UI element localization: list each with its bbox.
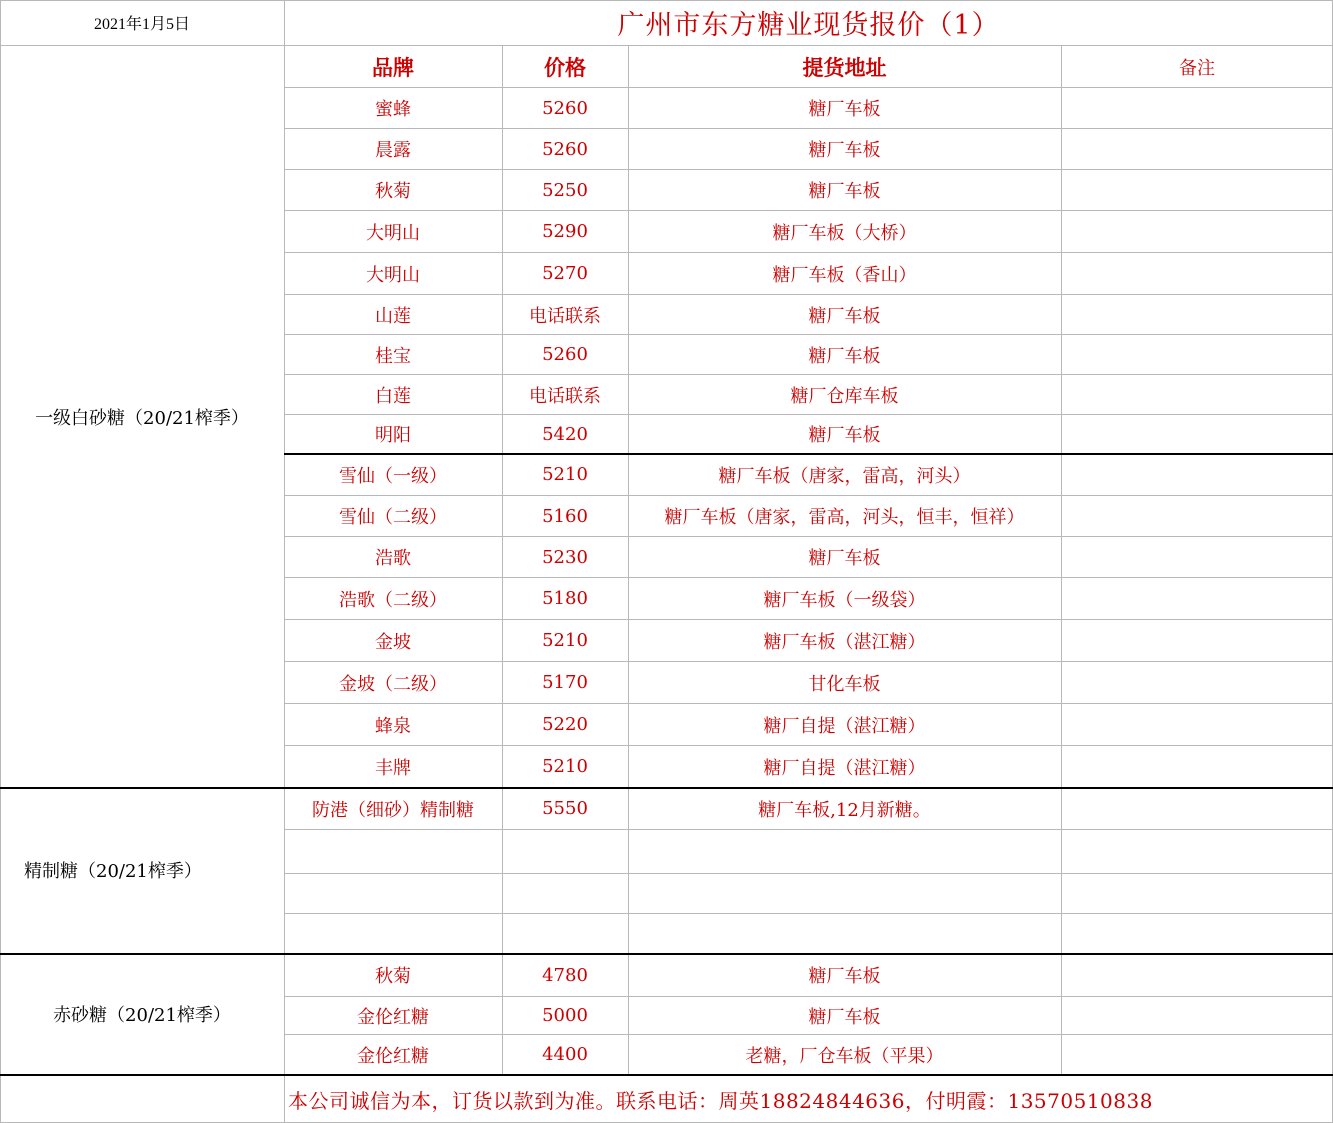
price-cell: 5210 [542,464,588,485]
remark-cell [1061,620,1333,661]
remark-cell [1061,830,1333,873]
brand-cell: 大明山 [366,264,420,286]
price-cell: 5180 [542,588,588,609]
price-cell: 5230 [542,546,588,568]
price-cell: 5260 [542,97,588,119]
brand-cell: 明阳 [375,425,411,446]
address-cell: 糖厂车板（一级袋） [763,589,926,611]
remark-cell [1061,88,1333,128]
grid-line [284,294,1333,295]
price-cell [502,914,628,953]
sheet-title: 广州市东方糖业现货报价（1） [617,10,1000,41]
remark-cell [1061,496,1333,536]
remark-cell [1061,537,1333,577]
address-cell: 糖厂自提（湛江糖） [763,757,926,779]
address-cell: 糖厂仓库车板 [790,385,899,407]
grid-line [284,252,1333,253]
price-cell [502,830,628,873]
brand-cell: 晨露 [375,140,411,161]
brand-cell: 浩歌 [375,548,411,569]
remark-cell [1061,454,1333,495]
price-cell: 5160 [542,505,588,527]
brand-cell [284,874,502,913]
address-cell [628,914,1061,953]
category-white-sugar: 一级白砂糖（20/21榨季） [35,407,249,429]
address-cell: 糖厂车板 [808,1006,881,1028]
header-brand: 品牌 [372,54,414,80]
brand-cell: 金伦红糖 [357,1006,429,1028]
brand-cell: 金坡 [375,631,411,653]
brand-cell: 大明山 [366,222,420,244]
address-cell: 糖厂车板（大桥） [772,222,917,244]
brand-cell: 蜂泉 [375,715,411,737]
brand-cell: 秋菊 [375,966,411,987]
brand-cell: 金伦红糖 [357,1045,429,1067]
remark-cell [1061,662,1333,703]
grid-line [284,414,1333,415]
price-cell [502,874,628,913]
address-cell: 糖厂车板（唐家，雷高，河头，恒丰，恒祥） [664,507,1025,528]
category-brown-sugar: 赤砂糖（20/21榨季） [53,1004,231,1026]
brand-cell: 防港（细砂）精制糖 [312,799,474,821]
address-cell: 糖厂车板（唐家，雷高，河头） [718,465,971,487]
address-cell: 糖厂车板（湛江糖） [763,631,926,653]
remark-cell [1061,997,1333,1034]
brand-cell: 秋菊 [375,181,411,202]
brand-cell: 蜜蜂 [375,99,411,120]
address-cell: 糖厂车板,12月新糖。 [758,799,931,821]
grid-line [284,619,1333,620]
footer-contact: 本公司诚信为本，订货以款到为准。联系电话：周英18824844636，付明霞：13570510838 [288,1088,1153,1113]
brand-cell: 雪仙（一级） [339,465,447,487]
category-refined-sugar: 精制糖（20/21榨季） [24,861,202,882]
address-cell: 糖厂车板（香山） [772,264,917,286]
grid-line [284,703,1333,704]
grid-line [284,495,1333,496]
address-cell: 糖厂车板 [808,305,881,327]
price-cell: 4780 [542,964,588,986]
header-remark: 备注 [1179,57,1215,79]
grid-line [1061,45,1062,1074]
price-cell: 5210 [542,630,588,651]
address-cell: 老糖，厂仓车板（平果） [745,1045,944,1067]
grid-line [628,45,629,1074]
price-cell: 电话联系 [529,385,601,407]
address-cell: 糖厂车板 [808,140,881,161]
address-cell: 糖厂车板 [808,345,881,367]
price-cell: 5290 [542,221,588,242]
remark-cell [1061,788,1333,829]
grid-line [0,953,1333,955]
header-address: 提货地址 [802,54,887,80]
address-cell: 糖厂车板 [808,181,881,202]
price-cell: 5550 [542,798,588,819]
brand-cell: 金坡（二级） [339,673,447,695]
date-cell: 2021年1月5日 [93,16,190,33]
brand-cell: 浩歌（二级） [339,589,447,611]
grid-line [284,577,1333,578]
remark-cell [1061,746,1333,787]
price-cell: 5000 [542,1005,588,1026]
grid-line [284,334,1333,335]
grid-line [284,453,1333,455]
grid-line [284,128,1333,129]
remark-cell [1061,704,1333,745]
remark-cell [1061,335,1333,374]
price-cell: 5260 [542,344,588,365]
remark-cell [1061,375,1333,414]
address-cell [628,874,1061,913]
grid-line [284,374,1333,375]
brand-cell: 桂宝 [375,345,411,367]
grid-line [284,1034,1333,1035]
remark-cell [1061,578,1333,619]
address-cell [628,830,1061,873]
address-cell: 糖厂车板 [808,99,881,120]
price-cell: 4400 [542,1044,588,1065]
price-cell: 5260 [542,138,588,160]
price-cell: 5210 [542,756,588,777]
price-cell: 5250 [542,179,588,201]
price-cell: 电话联系 [529,305,601,327]
address-cell: 糖厂车板 [808,548,881,569]
price-cell: 5170 [542,672,588,693]
grid-line [284,829,1333,830]
grid-line [284,169,1333,170]
address-cell: 糖厂车板 [808,966,881,987]
remark-cell [1061,253,1333,294]
remark-cell [1061,874,1333,913]
address-cell: 甘化车板 [808,673,881,695]
grid-line [284,87,1333,88]
grid-line [502,45,503,1074]
grid-line [284,536,1333,537]
remark-cell [1061,1035,1333,1074]
grid-line [0,0,1333,1]
brand-cell [284,914,502,953]
remark-cell [1061,170,1333,210]
grid-line [284,873,1333,874]
grid-line [284,996,1333,997]
remark-cell [1061,954,1333,996]
grid-line [284,661,1333,662]
brand-cell: 白莲 [375,385,411,407]
grid-line [284,745,1333,746]
grid-line [0,45,1333,46]
price-cell: 5420 [542,423,588,445]
address-cell: 糖厂车板 [808,425,881,446]
grid-line [284,913,1333,914]
grid-line [0,787,1333,789]
price-cell: 5220 [542,714,588,735]
remark-cell [1061,914,1333,953]
remark-cell [1061,295,1333,334]
header-price: 价格 [544,54,586,80]
brand-cell: 丰牌 [375,757,411,779]
remark-cell [1061,129,1333,169]
grid-line [284,210,1333,211]
price-cell: 5270 [542,263,588,284]
brand-cell: 山莲 [375,305,411,327]
brand-cell [284,830,502,873]
remark-cell [1061,415,1333,453]
remark-cell [1061,211,1333,252]
brand-cell: 雪仙（二级） [339,507,447,528]
address-cell: 糖厂自提（湛江糖） [763,715,926,737]
